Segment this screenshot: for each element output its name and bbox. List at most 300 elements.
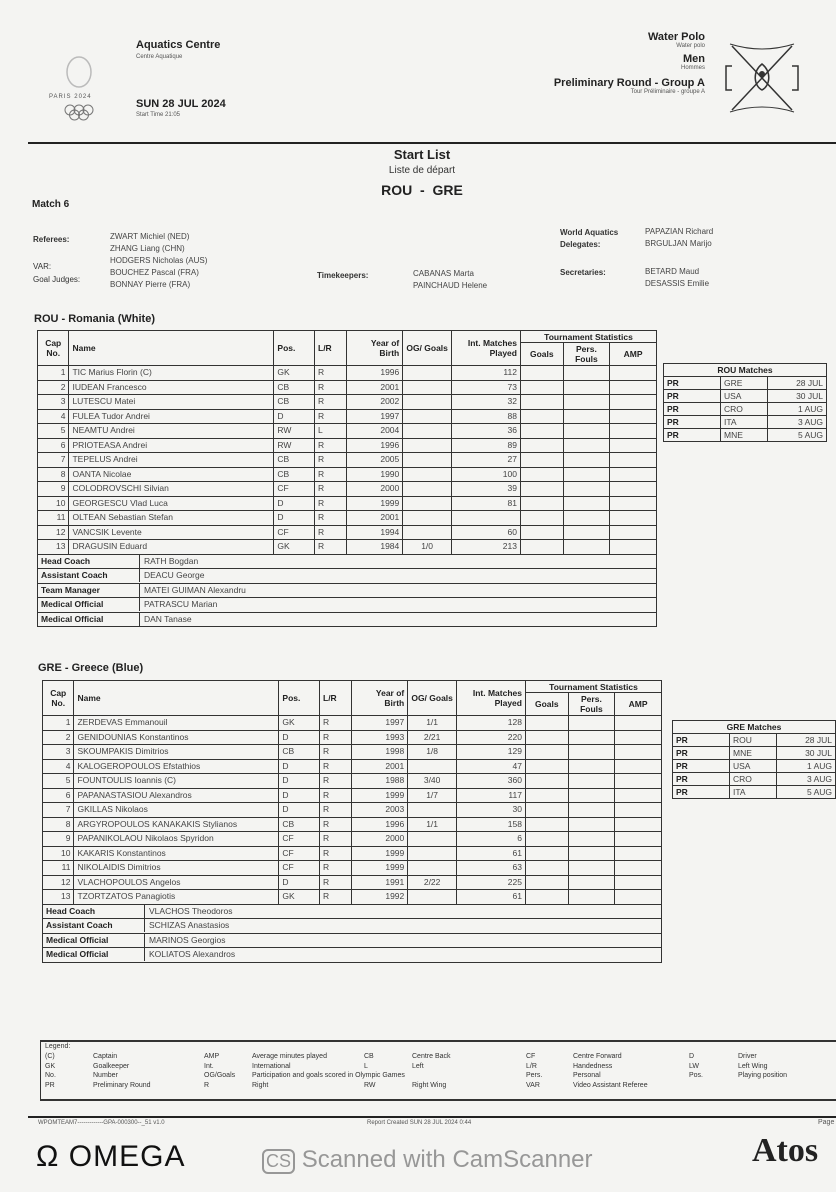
year-of-birth: 1988 xyxy=(352,774,408,789)
delegate: PAPAZIAN Richard xyxy=(645,227,714,236)
player-row xyxy=(43,817,662,832)
match-opponent: ITA xyxy=(721,416,768,429)
match-row xyxy=(664,390,827,403)
sport-fr: Water polo xyxy=(676,43,705,49)
water-polo-pictogram xyxy=(722,40,802,121)
match-date: 3 AUG xyxy=(777,773,836,786)
staff-name: KOLIATOS Alexandros xyxy=(149,949,236,960)
year-of-birth: 2003 xyxy=(352,803,408,818)
match-date: 5 AUG xyxy=(777,786,836,799)
position: D xyxy=(274,511,315,526)
cap-number: 9 xyxy=(38,482,69,497)
handedness: R xyxy=(320,846,352,861)
amp xyxy=(615,759,662,774)
legend-abbr: CF xyxy=(526,1053,536,1060)
col-yob: Year of Birth xyxy=(347,331,403,366)
position: CF xyxy=(274,525,315,540)
match-opponent: CRO xyxy=(730,773,777,786)
omega-text: OMEGA xyxy=(68,1140,186,1173)
phase-fr: Tour Préliminaire - groupe A xyxy=(630,89,705,95)
venue: Aquatics Centre xyxy=(136,39,221,51)
col-goals: Goals xyxy=(525,693,568,716)
col-tournament-stats: Tournament Statistics xyxy=(520,331,656,343)
handedness: R xyxy=(320,788,352,803)
int-matches xyxy=(451,511,520,526)
footer-divider xyxy=(28,1116,836,1118)
goals xyxy=(520,366,563,381)
int-matches: 39 xyxy=(451,482,520,497)
handedness: R xyxy=(320,759,352,774)
player-name: LUTESCU Matei xyxy=(69,395,274,410)
legend-meaning: Average minutes played xyxy=(252,1053,327,1060)
amp xyxy=(615,832,662,847)
staff-name: MATEI GUIMAN Alexandru xyxy=(144,584,246,595)
handedness: R xyxy=(320,890,352,905)
handedness: R xyxy=(320,774,352,789)
player-name: NIKOLAIDIS Dimitrios xyxy=(74,861,279,876)
og-goals xyxy=(403,438,452,453)
goals xyxy=(520,438,563,453)
staff-role: Head Coach xyxy=(43,905,145,918)
cap-number: 4 xyxy=(38,409,69,424)
year-of-birth: 2001 xyxy=(347,511,403,526)
legend-abbr: Pos. xyxy=(689,1072,704,1079)
staff-row xyxy=(43,919,662,934)
position: CF xyxy=(279,832,320,847)
player-row xyxy=(43,832,662,847)
var-official: HODGERS Nicholas (AUS) xyxy=(110,256,208,265)
staff-name: VLACHOS Theodoros xyxy=(149,905,233,916)
legend-abbr: L xyxy=(364,1062,368,1070)
amp xyxy=(610,395,657,410)
int-matches: 225 xyxy=(456,875,525,890)
col-og: OG/ Goals xyxy=(408,681,457,716)
position: D xyxy=(279,730,320,745)
pers-fouls xyxy=(563,511,610,526)
pers-fouls xyxy=(568,730,615,745)
goals xyxy=(520,482,563,497)
handedness: R xyxy=(315,482,347,497)
player-name: ZERDEVAS Emmanouil xyxy=(74,716,279,731)
omega-logo xyxy=(36,1140,185,1174)
og-goals: 1/1 xyxy=(408,817,457,832)
og-goals: 2/22 xyxy=(408,875,457,890)
handedness: R xyxy=(320,875,352,890)
amp xyxy=(615,875,662,890)
goals xyxy=(520,525,563,540)
camscanner-icon: CS xyxy=(262,1149,295,1174)
player-name: KAKARIS Konstantinos xyxy=(74,846,279,861)
player-row xyxy=(43,861,662,876)
int-matches: 30 xyxy=(456,803,525,818)
goals xyxy=(525,817,568,832)
amp xyxy=(610,453,657,468)
staff-row xyxy=(43,933,662,948)
document-code: WPOMTEAM7-------------GPA-000300--_51 v1.0 xyxy=(38,1120,165,1126)
amp xyxy=(615,861,662,876)
match-phase: PR xyxy=(664,390,721,403)
year-of-birth: 2000 xyxy=(352,832,408,847)
pers-fouls xyxy=(563,467,610,482)
cap-number: 2 xyxy=(43,730,74,745)
timekeepers-label: Timekeepers: xyxy=(317,271,369,280)
handedness: R xyxy=(320,745,352,760)
pers-fouls xyxy=(568,788,615,803)
goals xyxy=(525,774,568,789)
staff-name: DEACU George xyxy=(144,570,205,581)
cap-number: 7 xyxy=(38,453,69,468)
omega-icon: Ω xyxy=(36,1140,60,1173)
amp xyxy=(610,540,657,555)
goals xyxy=(525,846,568,861)
staff-row xyxy=(38,612,657,627)
legend-meaning: Left Wing xyxy=(738,1062,768,1070)
cap-number: 1 xyxy=(43,716,74,731)
col-pos: Pos. xyxy=(274,331,315,366)
staff-name: MARINOS Georgios xyxy=(149,934,226,945)
pers-fouls xyxy=(568,745,615,760)
legend-abbr: CB xyxy=(364,1053,374,1060)
year-of-birth: 1992 xyxy=(352,890,408,905)
amp xyxy=(615,788,662,803)
player-row xyxy=(38,438,657,453)
atos-logo: Atos xyxy=(752,1132,819,1169)
year-of-birth: 1990 xyxy=(347,467,403,482)
year-of-birth: 2005 xyxy=(347,453,403,468)
handedness: R xyxy=(315,395,347,410)
gender-fr: Hommes xyxy=(680,65,705,71)
match-teams: ROU - GRE xyxy=(381,182,463,198)
position: D xyxy=(279,759,320,774)
matches-title: ROU Matches xyxy=(664,364,827,377)
goals xyxy=(525,788,568,803)
goals xyxy=(520,496,563,511)
amp xyxy=(610,409,657,424)
player-name: IUDEAN Francesco xyxy=(69,380,274,395)
position: CB xyxy=(274,467,315,482)
amp xyxy=(610,496,657,511)
player-name: FOUNTOULIS Ioannis (C) xyxy=(74,774,279,789)
match-phase: PR xyxy=(673,786,730,799)
goals xyxy=(525,861,568,876)
cap-number: 13 xyxy=(38,540,69,555)
og-goals xyxy=(403,409,452,424)
year-of-birth: 2004 xyxy=(347,424,403,439)
player-name: COLODROVSCHI Silvian xyxy=(69,482,274,497)
amp xyxy=(615,846,662,861)
goals xyxy=(525,832,568,847)
staff-role: Medical Official xyxy=(38,613,140,626)
match-date: 28 JUL xyxy=(768,377,827,390)
staff-name: RATH Bogdan xyxy=(144,555,199,566)
int-matches: 129 xyxy=(456,745,525,760)
og-goals xyxy=(408,759,457,774)
pers-fouls xyxy=(563,366,610,381)
match-row xyxy=(673,734,836,747)
player-row xyxy=(43,788,662,803)
position: D xyxy=(274,496,315,511)
int-matches: 63 xyxy=(456,861,525,876)
amp xyxy=(615,730,662,745)
col-pos: Pos. xyxy=(279,681,320,716)
referee: ZWART Michiel (NED) xyxy=(110,232,190,241)
col-og: OG/ Goals xyxy=(403,331,452,366)
position: D xyxy=(279,803,320,818)
og-goals xyxy=(403,366,452,381)
sport: Water Polo xyxy=(647,31,705,43)
position: CB xyxy=(279,817,320,832)
handedness: R xyxy=(315,496,347,511)
player-name: SKOUMPAKIS Dimitrios xyxy=(74,745,279,760)
handedness: R xyxy=(315,409,347,424)
match-opponent: USA xyxy=(730,760,777,773)
goals xyxy=(525,890,568,905)
handedness: R xyxy=(315,453,347,468)
int-matches: 61 xyxy=(456,846,525,861)
col-int: Int. Matches Played xyxy=(456,681,525,716)
year-of-birth: 1994 xyxy=(347,525,403,540)
year-of-birth: 2000 xyxy=(347,482,403,497)
handedness: R xyxy=(320,832,352,847)
legend-abbr: AMP xyxy=(204,1053,220,1060)
team-matches-table xyxy=(672,720,836,799)
year-of-birth: 1999 xyxy=(352,861,408,876)
int-matches: 73 xyxy=(451,380,520,395)
position: CB xyxy=(274,395,315,410)
int-matches: 158 xyxy=(456,817,525,832)
roster-table xyxy=(37,330,657,627)
amp xyxy=(610,424,657,439)
og-goals xyxy=(403,380,452,395)
legend-meaning: Left xyxy=(412,1062,424,1070)
team-title: ROU - Romania (White) xyxy=(34,313,155,325)
handedness: R xyxy=(320,803,352,818)
int-matches: 6 xyxy=(456,832,525,847)
match-date: 30 JUL xyxy=(777,747,836,760)
goals xyxy=(525,745,568,760)
og-goals: 1/7 xyxy=(408,788,457,803)
player-row xyxy=(38,409,657,424)
amp xyxy=(610,380,657,395)
roster-table xyxy=(42,680,662,963)
player-row xyxy=(43,716,662,731)
pers-fouls xyxy=(568,759,615,774)
player-row xyxy=(43,745,662,760)
player-row xyxy=(43,846,662,861)
player-name: NEAMTU Andrei xyxy=(69,424,274,439)
og-goals: 3/40 xyxy=(408,774,457,789)
legend-meaning: Playing position xyxy=(738,1072,788,1079)
int-matches: 81 xyxy=(451,496,520,511)
og-goals xyxy=(408,832,457,847)
int-matches: 360 xyxy=(456,774,525,789)
legend-meaning: Driver xyxy=(738,1053,757,1060)
player-name: PRIOTEASA Andrei xyxy=(69,438,274,453)
handedness: R xyxy=(315,525,347,540)
og-goals: 1/8 xyxy=(408,745,457,760)
legend-abbr: D xyxy=(689,1053,695,1060)
player-name: VANCSIK Levente xyxy=(69,525,274,540)
var-label: VAR: xyxy=(33,262,52,271)
goal-judges-label: Goal Judges: xyxy=(33,275,81,284)
legend-meaning: International xyxy=(252,1062,291,1070)
player-row xyxy=(38,540,657,555)
venue-fr: Centre Aquatique xyxy=(136,54,183,60)
goal-judge: BONNAY Pierre (FRA) xyxy=(110,280,191,289)
legend-abbr: (C) xyxy=(45,1053,55,1060)
cap-number: 3 xyxy=(38,395,69,410)
col-name: Name xyxy=(69,331,274,366)
pers-fouls xyxy=(568,875,615,890)
position: CF xyxy=(279,846,320,861)
timekeeper: PAINCHAUD Helene xyxy=(413,281,488,290)
player-row xyxy=(38,511,657,526)
match-phase: PR xyxy=(673,760,730,773)
goals xyxy=(520,380,563,395)
goals xyxy=(525,875,568,890)
int-matches: 27 xyxy=(451,453,520,468)
match-opponent: ROU xyxy=(730,734,777,747)
legend-title: Legend: xyxy=(45,1043,71,1050)
secretary: BETARD Maud xyxy=(645,267,700,276)
position: D xyxy=(279,788,320,803)
year-of-birth: 1997 xyxy=(352,716,408,731)
handedness: R xyxy=(320,730,352,745)
cap-number: 5 xyxy=(38,424,69,439)
referees-label: Referees: xyxy=(33,235,70,244)
pers-fouls xyxy=(568,803,615,818)
year-of-birth: 1998 xyxy=(352,745,408,760)
pers-fouls xyxy=(568,716,615,731)
staff-name: DAN Tanase xyxy=(144,613,192,624)
player-row xyxy=(38,424,657,439)
start-time: Start Time 21:05 xyxy=(136,112,181,118)
handedness: R xyxy=(320,817,352,832)
amp xyxy=(615,890,662,905)
delegates-label: Delegates: xyxy=(560,240,601,249)
watermark-text: Scanned with CamScanner xyxy=(301,1146,593,1173)
og-goals xyxy=(403,453,452,468)
player-name: DRAGUSIN Eduard xyxy=(69,540,274,555)
match-row xyxy=(673,747,836,760)
match-date: 3 AUG xyxy=(768,416,827,429)
player-name: TEPELUS Andrei xyxy=(69,453,274,468)
cap-number: 1 xyxy=(38,366,69,381)
og-goals xyxy=(408,846,457,861)
handedness: R xyxy=(320,861,352,876)
handedness: R xyxy=(315,467,347,482)
timekeeper: CABANAS Marta xyxy=(413,269,474,278)
match-phase: PR xyxy=(664,377,721,390)
pers-fouls xyxy=(563,424,610,439)
player-name: GENIDOUNIAS Konstantinos xyxy=(74,730,279,745)
legend xyxy=(40,1040,836,1101)
logo-text: PARIS 2024 xyxy=(49,94,92,100)
legend-abbr: LW xyxy=(689,1062,699,1070)
cap-number: 3 xyxy=(43,745,74,760)
og-goals xyxy=(403,424,452,439)
match-phase: PR xyxy=(673,747,730,760)
match-date: 28 JUL xyxy=(777,734,836,747)
match-row xyxy=(673,760,836,773)
pers-fouls xyxy=(563,380,610,395)
col-int: Int. Matches Played xyxy=(451,331,520,366)
event-date: SUN 28 JUL 2024 xyxy=(136,98,226,110)
staff-role: Team Manager xyxy=(38,584,140,597)
int-matches: 112 xyxy=(451,366,520,381)
int-matches: 61 xyxy=(456,890,525,905)
legend-meaning: Video Assistant Referee xyxy=(573,1081,648,1089)
goals xyxy=(525,759,568,774)
player-name: FULEA Tudor Andrei xyxy=(69,409,274,424)
staff-row xyxy=(38,598,657,613)
position: GK xyxy=(279,716,320,731)
cap-number: 7 xyxy=(43,803,74,818)
legend-abbr: PR xyxy=(45,1081,55,1089)
int-matches: 60 xyxy=(451,525,520,540)
legend-meaning: Captain xyxy=(93,1053,118,1060)
handedness: R xyxy=(315,540,347,555)
position: CB xyxy=(274,380,315,395)
amp xyxy=(615,817,662,832)
player-name: TZORTZATOS Panagiotis xyxy=(74,890,279,905)
matches-title: GRE Matches xyxy=(673,721,836,734)
int-matches: 128 xyxy=(456,716,525,731)
position: GK xyxy=(274,366,315,381)
legend-abbr: RW xyxy=(364,1081,376,1089)
og-goals: 1/1 xyxy=(408,716,457,731)
match-opponent: CRO xyxy=(721,403,768,416)
og-goals xyxy=(408,890,457,905)
goal-judge: BOUCHEZ Pascal (FRA) xyxy=(110,268,199,277)
player-name: PAPANIKOLAOU Nikolaos Spyridon xyxy=(74,832,279,847)
legend-abbr: No. xyxy=(45,1072,56,1079)
goals xyxy=(520,453,563,468)
col-tournament-stats: Tournament Statistics xyxy=(525,681,661,693)
handedness: R xyxy=(315,511,347,526)
player-row xyxy=(38,395,657,410)
int-matches: 88 xyxy=(451,409,520,424)
cap-number: 8 xyxy=(38,467,69,482)
match-row xyxy=(664,429,827,442)
pers-fouls xyxy=(563,482,610,497)
goals xyxy=(520,540,563,555)
cap-number: 13 xyxy=(43,890,74,905)
legend-meaning: Personal xyxy=(573,1072,601,1079)
staff-role: Assistant Coach xyxy=(38,569,140,582)
col-name: Name xyxy=(74,681,279,716)
player-name: OLTEAN Sebastian Stefan xyxy=(69,511,274,526)
amp xyxy=(615,774,662,789)
goals xyxy=(525,730,568,745)
legend-meaning: Right xyxy=(252,1081,269,1089)
page-number: Page xyxy=(818,1119,835,1126)
cap-number: 10 xyxy=(38,496,69,511)
team-title: GRE - Greece (Blue) xyxy=(38,662,144,674)
position: CB xyxy=(274,453,315,468)
player-name: OANTA Nicolae xyxy=(69,467,274,482)
match-phase: PR xyxy=(664,403,721,416)
int-matches: 100 xyxy=(451,467,520,482)
goals xyxy=(520,409,563,424)
year-of-birth: 1984 xyxy=(347,540,403,555)
player-row xyxy=(38,380,657,395)
year-of-birth: 1996 xyxy=(347,366,403,381)
player-name: GEORGESCU Vlad Luca xyxy=(69,496,274,511)
legend-meaning: Right Wing xyxy=(412,1081,447,1089)
match-number: Match 6 xyxy=(32,199,70,210)
legend-meaning: Preliminary Round xyxy=(93,1081,151,1089)
